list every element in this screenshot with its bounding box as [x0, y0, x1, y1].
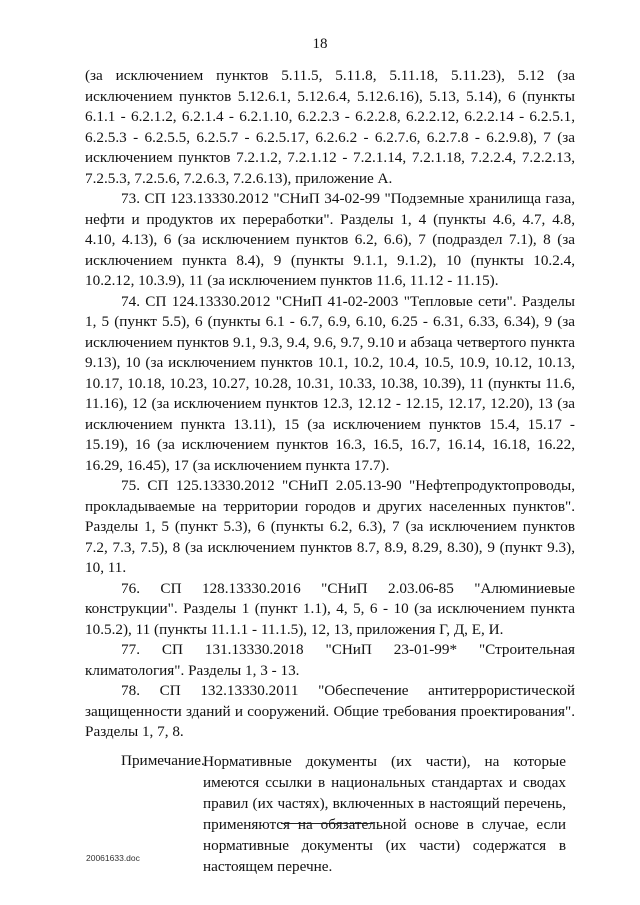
paragraph-item-75: 75. СП 125.13330.2012 "СНиП 2.05.13-90 "Нефтепродуктопроводы, прокладываемые на территории городов и других населенных пунктов". Разделы 1, 5 (пункт 5.3), 6 (пункты 6.2, 6.3), 7 (за исключением пунктов 7.2, 7.3, 7.5), 8 (за исключением пунктов 8.7, 8.9, 8.29, 8.30), 9 (пункт 9.3), 10, 11. [85, 477, 575, 576]
document-body [85, 66, 575, 877]
page-number: 18 [312, 36, 328, 52]
paragraph-item-78: 78. СП 132.13330.2011 "Обеспечение антитеррористической защищенности зданий и сооружений. Общие требования проектирования". Разделы 1, 7, 8. [85, 682, 575, 740]
paragraph-item-73: 73. СП 123.13330.2012 "СНиП 34-02-99 "Подземные хранилища газа, нефти и продуктов их переработки". Разделы 1, 4 (пункты 4.6, 4.7, 4.8, 4.10, 4.13), 6 (за исключением пунктов 6.2, 6.6), 7 (подраздел 7.1), 8 (за исключением пункта 8.4), 9 (пункты 9.1.1, 9.1.2), 10 (пункты 10.2.4, 10.2.12, 10.3.9), 11 (за исключением пунктов 11.6, 11.12 - 11.15). [85, 190, 575, 289]
paragraph-item-76: 76. СП 128.13330.2016 "СНиП 2.03.06-85 "Алюминиевые конструкции". Разделы 1 (пункт 1.1), 4, 5, 6 - 10 (за исключением пункта 10.5.2), 11 (пункты 11.1.1 - 11.1.5), 12, 13, приложения Г, Д, Е, И. [85, 579, 575, 638]
note-block [85, 751, 575, 877]
footer-filename: 20061633.doc [86, 853, 140, 863]
note-label: Примечание. [121, 751, 205, 769]
closing-separator-line [281, 823, 373, 824]
paragraph-item-77: 77. СП 131.13330.2018 "СНиП 23-01-99* "Строительная климатология". Разделы 1, 3 - 13. [85, 641, 575, 679]
paragraph-continuation: (за исключением пунктов 5.11.5, 5.11.8, 5.11.18, 5.11.23), 5.12 (за исключением пунктов 5.12.6.1, 5.12.6.4, 5.12.6.16), 5.13, 5.14), 6 (пункты 6.1.1 - 6.2.1.2, 6.2.1.4 - 6.2.1.10, 6.2.2.3 - 6.2.2.8, 6.2.2.12, 6.2.2.14 - 6.2.5.1, 6.2.5.3 - 6.2.5.5, 6.2.5.7 - 6.2.5.17, 6.2.6.2 - 6.2.7.6, 6.2.7.8 - 6.2.9.8), 7 (за исключением пунктов 7.2.1.2, 7.2.1.12 - 7.2.1.14, 7.2.1.18, 7.2.2.4, 7.2.2.13, 7.2.5.3, 7.2.5.6, 7.2.6.3, 7.2.6.13), приложение А. [85, 67, 575, 187]
note-text: Нормативные документы (их части), на которые имеются ссылки в национальных стандартах и сводах правил (их частях), включенных в настоящий перечень, применяются на обязательной основе в случае, если нормативные документы (их части) содержатся в настоящем перечне. [203, 752, 566, 875]
paragraph-item-74: 74. СП 124.13330.2012 "СНиП 41-02-2003 "Тепловые сети". Разделы 1, 5 (пункт 5.5), 6 (пункты 6.1 - 6.7, 6.9, 6.10, 6.25 - 6.31, 6.33, 6.34), 9 (за исключением пунктов 9.1, 9.3, 9.4, 9.6, 9.7, 9.10 и абзаца четвертого пункта 9.13), 10 (за исключением пунктов 10.1, 10.2, 10.4, 10.5, 10.9, 10.12, 10.13, 10.17, 10.18, 10.23, 10.27, 10.28, 10.31, 10.33, 10.38, 10.39), 11 (пункты 11.6, 11.16), 12 (за исключением пунктов 12.3, 12.12 - 12.15, 12.17, 12.20), 13 (за исключением пункта 13.11), 15 (за исключением пунктов 15.4, 15.17 - 15.19), 16 (за исключением пунктов 16.3, 16.5, 16.7, 16.14, 16.18, 16.22, 16.29, 16.45), 17 (за исключением пункта 17.7). [85, 292, 575, 474]
